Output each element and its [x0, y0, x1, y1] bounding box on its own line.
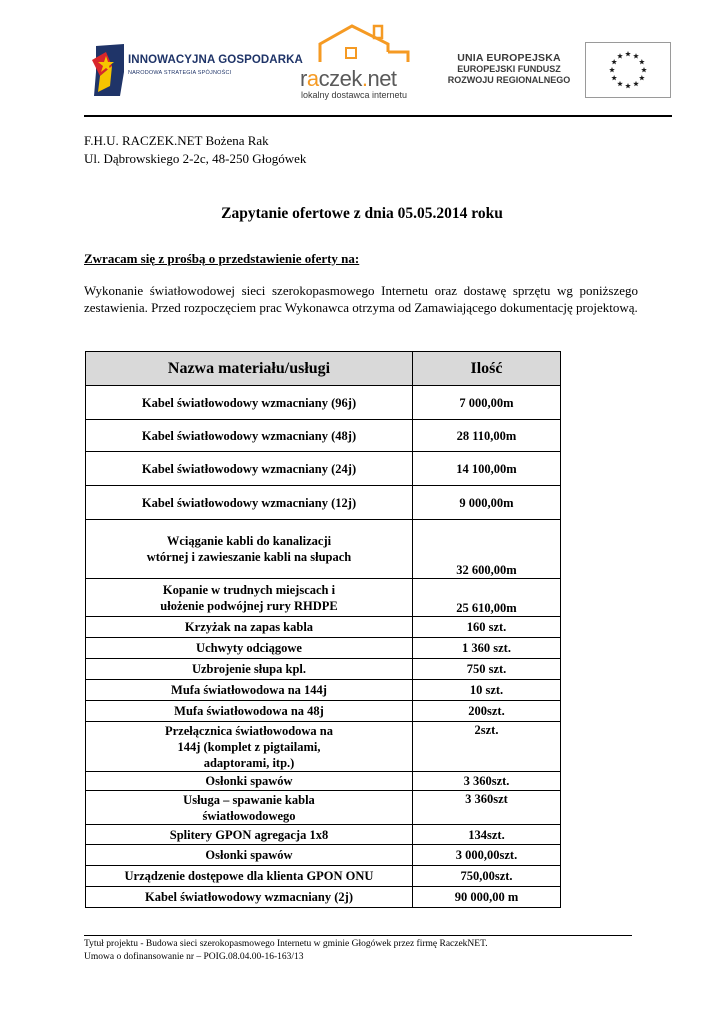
ig-logo-title: INNOWACYJNA GOSPODARKA [128, 54, 303, 66]
table-row [86, 452, 561, 486]
innowacyjna-gospodarka-emblem-icon [90, 42, 126, 98]
eu-star-icon [633, 81, 639, 86]
row-name: Wciąganie kabli do kanalizacji wtórnej i zawieszanie kabli na słupach [86, 520, 413, 579]
row-name: Kabel światłowodowy wzmacniany (24j) [86, 452, 413, 486]
table-row [86, 617, 561, 638]
house-icon [296, 22, 422, 70]
row-qty: 200szt. [413, 701, 561, 722]
row-name: Osłonki spawów [86, 772, 413, 791]
raczek-net-logo [296, 22, 422, 102]
row-qty: 10 szt. [413, 680, 561, 701]
row-name: Uzbrojenie słupa kpl. [86, 659, 413, 680]
innowacyjna-gospodarka-logo [90, 42, 303, 98]
eu-star-icon [617, 53, 623, 58]
row-qty: 3 360szt [413, 791, 561, 825]
eu-fund-text [440, 52, 578, 86]
table-row [86, 825, 561, 845]
row-name: Przełącznica światłowodowa na 144j (komplet z pigtailami, adaptorami, itp.) [86, 722, 413, 772]
eu-star-icon [625, 51, 631, 56]
row-name: Mufa światłowodowa na 144j [86, 680, 413, 701]
eu-star-icon [633, 53, 639, 58]
row-qty: 9 000,00m [413, 486, 561, 520]
header-divider [84, 115, 672, 117]
table-row [86, 579, 561, 617]
eu-line-3: ROZWOJU REGIONALNEGO [447, 75, 571, 85]
table-row [86, 420, 561, 452]
row-qty: 14 100,00m [413, 452, 561, 486]
row-name: Uchwyty odciągowe [86, 638, 413, 659]
row-name: Krzyżak na zapas kabla [86, 617, 413, 638]
row-qty: 3 000,00szt. [413, 845, 561, 866]
eu-star-icon [611, 75, 617, 80]
table-row [86, 386, 561, 420]
table-row [86, 486, 561, 520]
row-name: Osłonki spawów [86, 845, 413, 866]
document-title: Zapytanie ofertowe z dnia 05.05.2014 roku [221, 205, 503, 222]
row-qty: 160 szt. [413, 617, 561, 638]
row-qty: 134szt. [413, 825, 561, 845]
eu-line-1: UNIA EUROPEJSKA [457, 52, 561, 64]
row-qty: 750,00szt. [413, 866, 561, 887]
raczek-brand-r: r [300, 66, 307, 91]
row-qty: 32 600,00m [413, 520, 561, 579]
row-name: Kopanie w trudnych miejscach i ułożenie podwójnej rury RHDPE [86, 579, 413, 617]
eu-star-icon [625, 83, 631, 88]
header-qty: Ilość [413, 352, 561, 386]
row-name: Kabel światłowodowy wzmacniany (48j) [86, 420, 413, 452]
eu-star-icon [639, 59, 645, 64]
raczek-brand [300, 66, 397, 92]
table-row [86, 701, 561, 722]
eu-line-2: EUROPEJSKI FUNDUSZ [457, 64, 561, 74]
table-row [86, 887, 561, 908]
eu-star-icon [641, 67, 647, 72]
row-qty: 90 000,00 m [413, 887, 561, 908]
raczek-brand-dot: . [361, 66, 368, 91]
row-qty: 1 360 szt. [413, 638, 561, 659]
raczek-brand-net: net [367, 66, 397, 91]
row-qty: 3 360szt. [413, 772, 561, 791]
row-qty: 28 110,00m [413, 420, 561, 452]
row-qty: 7 000,00m [413, 386, 561, 420]
ig-logo-subtitle: NARODOWA STRATEGIA SPÓJNOŚCI [128, 70, 232, 76]
materials-table [85, 351, 561, 908]
request-heading: Zwracam się z prośbą o przedstawienie oferty na: [84, 251, 360, 266]
sender-company: F.H.U. RACZEK.NET Bożena Rak [84, 133, 269, 148]
eu-star-icon [611, 59, 617, 64]
row-name: Usługa – spawanie kabla światłowodowego [86, 791, 413, 825]
row-qty: 750 szt. [413, 659, 561, 680]
table-header-row [86, 352, 561, 386]
eu-star-icon [639, 75, 645, 80]
raczek-brand-czek: czek [318, 66, 362, 91]
table-row [86, 722, 561, 772]
row-name: Mufa światłowodowa na 48j [86, 701, 413, 722]
footer-contract-number: Umowa o dofinansowanie nr – POIG.08.04.00-16-163/13 [84, 952, 304, 962]
row-qty: 25 610,00m [413, 579, 561, 617]
table-row [86, 866, 561, 887]
eu-flag [585, 42, 671, 98]
row-name: Kabel światłowodowy wzmacniany (2j) [86, 887, 413, 908]
table-row [86, 520, 561, 579]
row-name: Urządzenie dostępowe dla klienta GPON ONU [86, 866, 413, 887]
table-row [86, 638, 561, 659]
sender-address: Ul. Dąbrowskiego 2-2c, 48-250 Głogówek [84, 151, 307, 166]
table-row [86, 659, 561, 680]
table-row [86, 772, 561, 791]
table-row [86, 845, 561, 866]
header-name: Nazwa materiału/usługi [86, 352, 413, 386]
eu-stars-icon [586, 43, 670, 97]
row-qty: 2szt. [413, 722, 561, 772]
row-name: Kabel światłowodowy wzmacniany (12j) [86, 486, 413, 520]
raczek-tagline: lokalny dostawca internetu [301, 90, 408, 100]
footer-divider [84, 935, 632, 936]
eu-star-icon [617, 81, 623, 86]
footer-project-title: Tytuł projektu - Budowa sieci szerokopasmowego Internetu w gminie Głogówek przez firmę RaczekNET. [84, 939, 488, 949]
row-name: Kabel światłowodowy wzmacniany (96j) [86, 386, 413, 420]
table-row [86, 680, 561, 701]
table-row [86, 791, 561, 825]
row-name: Splitery GPON agregacja 1x8 [86, 825, 413, 845]
raczek-brand-a-icon: a [306, 66, 319, 91]
eu-star-icon [609, 67, 615, 72]
intro-paragraph: Wykonanie światłowodowej sieci szerokopasmowego Internetu oraz dostawę sprzętu wg poniższego zestawienia. Przed rozpoczęciem prac Wykonawca otrzyma od Zamawiającego dokumentację projektową. [84, 283, 638, 315]
